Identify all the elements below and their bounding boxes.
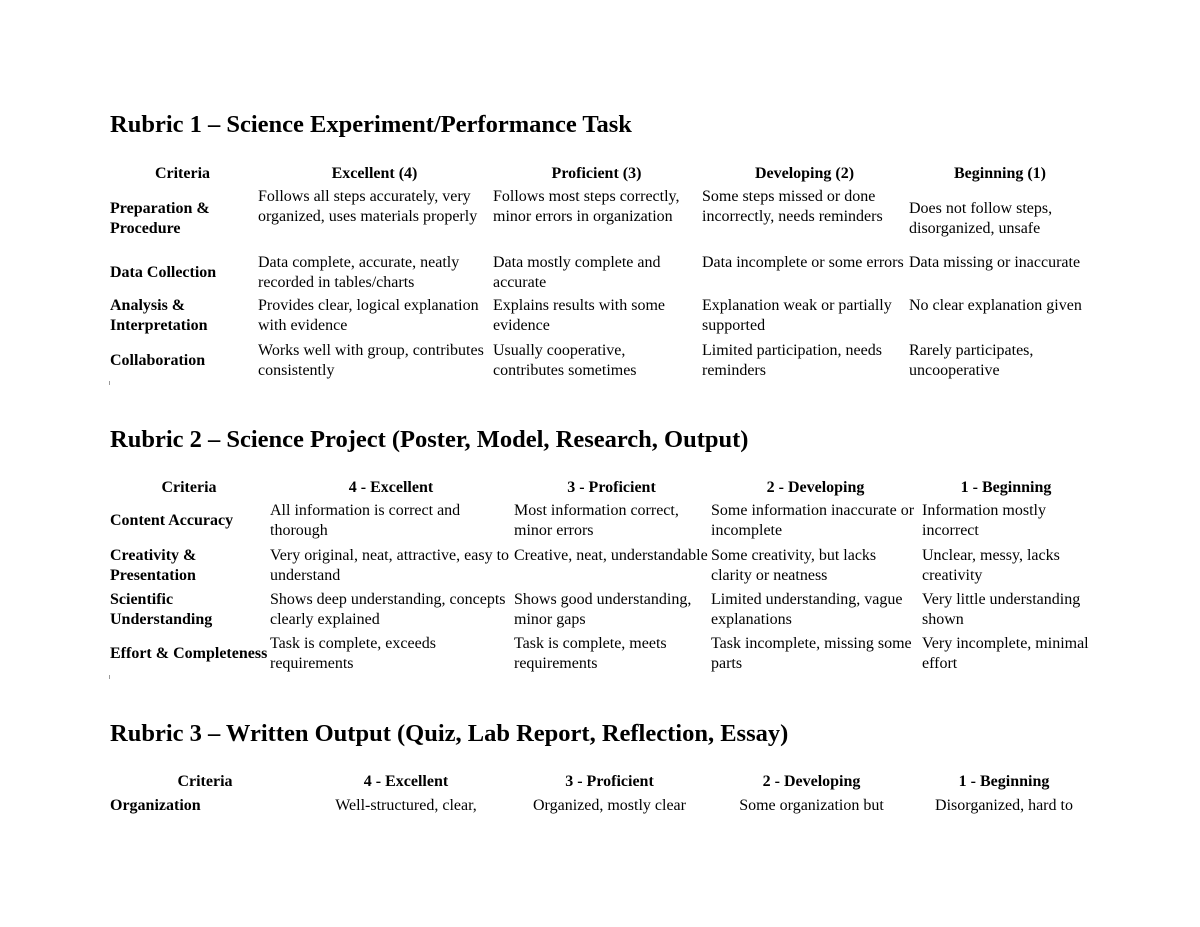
cell-beginning: Unclear, messy, lacks creativity [922,547,1060,584]
criteria-label: Collaboration [110,352,206,369]
rubric-1-header-beginning: Beginning (1) [953,165,1046,182]
cell-proficient: Explains results with some evidence [493,297,665,334]
cell-proficient: Data mostly complete and accurate [493,254,661,291]
cell-excellent: Follows all steps accurately, very organized, uses materials properly [258,188,478,225]
cell-developing: Some steps missed or done incorrectly, needs reminders [702,188,883,225]
rubric-3-header-criteria: Criteria [177,773,233,790]
cell-proficient: Follows most steps correctly, minor errors in organization [493,188,680,225]
rubric-2-header-excellent: 4 - Excellent [348,479,434,496]
table-row-criteria [110,296,255,336]
rubric-1-header-proficient: Proficient (3) [551,165,642,182]
cell-proficient: Task is complete, meets requirements [514,635,667,672]
cell-developing: Limited understanding, vague explanations [711,591,903,628]
cell-excellent: Shows deep understanding, concepts clearly explained [270,591,506,628]
cell-developing: Task incomplete, missing some parts [711,635,912,672]
cell-developing: Some creativity, but lacks clarity or neatness [711,547,877,584]
rubric-1-title: Rubric 1 – Science Experiment/Performance Task [110,111,632,138]
cell-developing: Some information inaccurate or incomplete [711,502,915,539]
table-row-criteria [110,634,268,674]
cell-developing: Limited participation, needs reminders [702,342,882,379]
table-row-criteria [110,501,268,541]
rubric-1-header-criteria: Criteria [154,165,211,182]
rubric-3-header-proficient: 3 - Proficient [565,773,654,790]
criteria-label: Effort & Completeness [110,645,268,662]
cell-beginning: Data missing or inaccurate [909,254,1081,271]
table-row-criteria [110,546,268,586]
cell-developing: Data incomplete or some errors [702,254,904,271]
rubric-3-title: Rubric 3 – Written Output (Quiz, Lab Report, Reflection, Essay) [110,720,789,747]
cell-beginning [909,187,1091,250]
table-row-criteria [110,590,268,630]
table-edge-mark [109,675,110,679]
criteria-label: Analysis & Interpretation [110,297,208,334]
cell-beginning: Disorganized, hard to [935,797,1073,814]
table-row-criteria [110,253,255,293]
rubric-3-header-beginning: 1 - Beginning [958,773,1050,790]
rubric-2-header-developing: 2 - Developing [766,479,865,496]
cell-excellent: Very original, neat, attractive, easy to understand [270,547,510,584]
table-row-criteria [110,341,255,381]
cell-developing: Some organization but [739,797,884,814]
criteria-label: Preparation & Procedure [110,199,210,237]
rubric-2-title: Rubric 2 – Science Project (Poster, Model, Research, Output) [110,426,749,453]
cell-excellent: Task is complete, exceeds requirements [270,635,436,672]
cell-proficient: Usually cooperative, contributes sometimes [493,342,637,379]
cell-text: Does not follow steps, disorganized, unsafe [909,199,1053,237]
table-row-criteria [110,796,300,816]
cell-developing: Explanation weak or partially supported [702,297,892,334]
rubric-2-header-proficient: 3 - Proficient [567,479,656,496]
criteria-label: Creativity & Presentation [110,547,197,584]
cell-proficient: Organized, mostly clear [533,797,686,814]
criteria-label: Organization [110,797,201,814]
cell-beginning: No clear explanation given [909,297,1082,314]
table-edge-mark [109,381,110,385]
rubric-1-header-developing: Developing (2) [754,165,855,182]
cell-excellent: Provides clear, logical explanation with evidence [258,297,479,334]
rubric-2-header-criteria: Criteria [161,479,217,496]
rubric-1-header-excellent: Excellent (4) [331,165,418,182]
cell-excellent: All information is correct and thorough [270,502,461,539]
rubric-3-header-developing: 2 - Developing [762,773,861,790]
criteria-label: Data Collection [110,264,217,281]
cell-proficient: Most information correct, minor errors [514,502,679,539]
cell-beginning: Very incomplete, minimal effort [922,635,1089,672]
cell-proficient: Creative, neat, understandable [514,547,708,564]
cell-excellent: Data complete, accurate, neatly recorded in tables/charts [258,254,460,291]
cell-beginning: Rarely participates, uncooperative [909,342,1034,379]
cell-beginning: Very little understanding shown [922,591,1081,628]
criteria-label: Scientific Understanding [110,591,213,628]
rubric-2-header-beginning: 1 - Beginning [960,479,1052,496]
cell-beginning: Information mostly incorrect [922,502,1046,539]
cell-proficient: Shows good understanding, minor gaps [514,591,692,628]
rubric-3-header-excellent: 4 - Excellent [363,773,449,790]
table-row-criteria [110,187,255,250]
criteria-label: Content Accuracy [110,512,234,529]
cell-excellent: Well-structured, clear, [335,797,477,814]
cell-excellent: Works well with group, contributes consistently [258,342,484,379]
